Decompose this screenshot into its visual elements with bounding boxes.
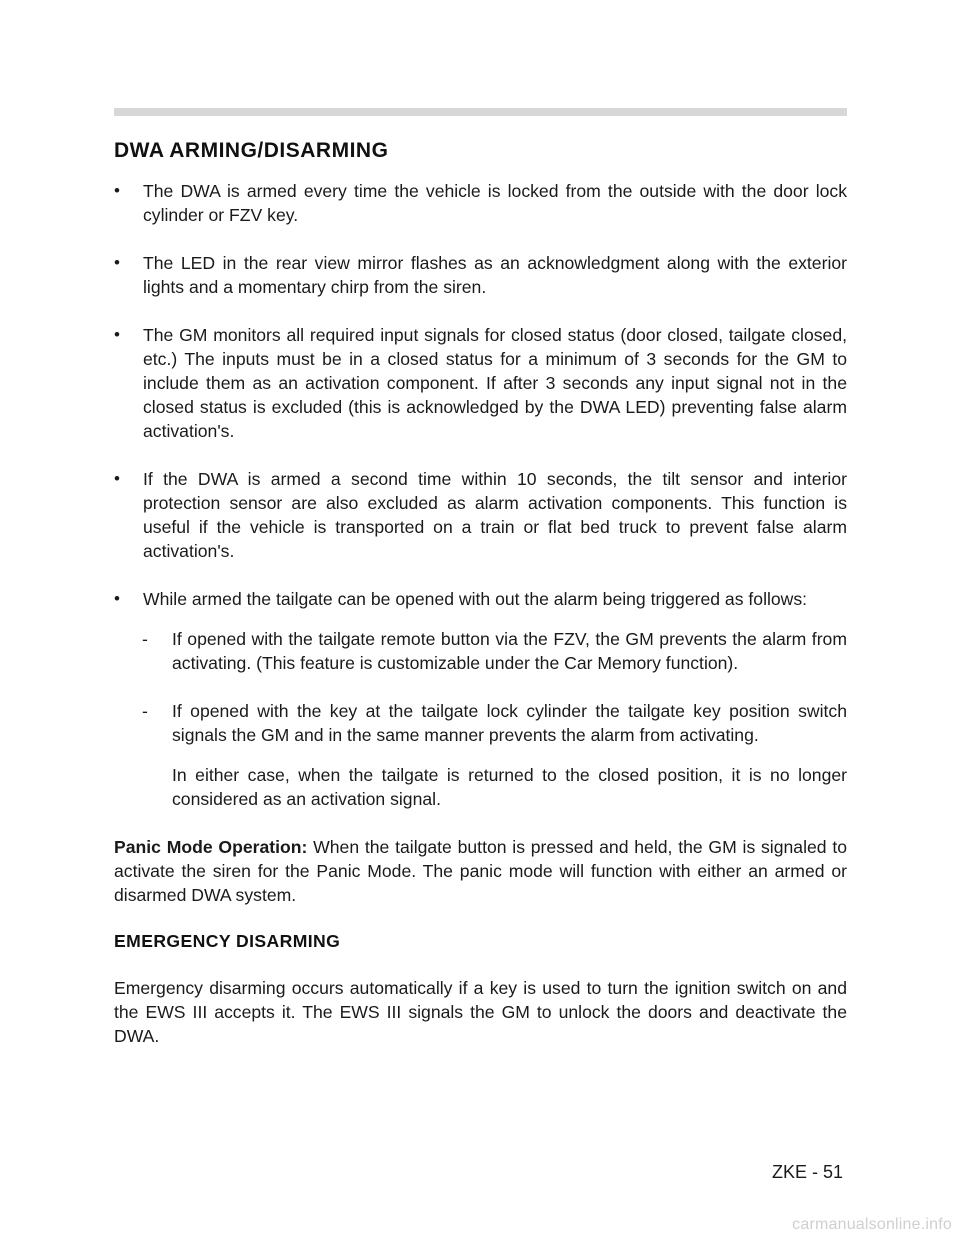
emergency-title: EMERGENCY DISARMING [114,931,341,951]
sub-note-text: In either case, when the tailgate is returned to the closed position, it is no longer considered as an activation signal. [172,765,847,809]
bullet-text: The GM monitors all required input signals for closed status (door closed, tailgate closed, etc.) The inputs must be in a closed status for a minimum of 3 seconds for the GM to include them as an activation component. If after 3 seconds any input signal not in the closed status is excluded (this is acknowledged by the DWA LED) preventing false alarm activation's. [143,325,847,441]
bullet-icon: • [114,253,120,272]
sub-item-text: If opened with the key at the tailgate lock cylinder the tailgate key position switch signals the GM and in the same manner prevents the alarm from activating. [172,701,847,745]
dash-icon: - [142,701,148,721]
dash-icon: - [142,629,148,649]
bullet-text: While armed the tailgate can be opened with out the alarm being triggered as follows: [143,589,808,609]
bullet-item [114,179,847,227]
bullet-text: The LED in the rear view mirror flashes as an acknowledgment along with the exterior lights and a momentary chirp from the siren. [143,253,847,297]
sub-item [114,627,847,675]
bullet-item [114,323,847,443]
bullet-item [114,587,847,611]
section-title: DWA ARMING/DISARMING [114,139,389,162]
sub-item-text: If opened with the tailgate remote button via the FZV, the GM prevents the alarm from activating. (This feature is customizable under the Car Memory function). [172,629,847,673]
bullet-item [114,251,847,299]
page-number: ZKE - 51 [771,1162,843,1182]
bullet-list [114,179,847,611]
panic-mode-label: Panic Mode Operation: [114,837,308,857]
watermark: carmanualsonline.info [792,1216,952,1233]
bullet-item [114,467,847,563]
bullet-icon: • [114,181,120,200]
bullet-text: If the DWA is armed a second time within 10 seconds, the tilt sensor and interior protection sensor are also excluded as alarm activation components. This function is useful if the vehicle is transported on a train or flat bed truck to prevent false alarm activation's. [143,469,847,561]
header-rule [114,108,847,116]
bullet-icon: • [114,325,120,344]
bullet-icon: • [114,469,120,488]
sub-note [114,763,847,811]
panic-mode-paragraph [114,835,847,907]
bullet-icon: • [114,589,120,608]
panic-mode-text: When the tailgate button is pressed and held, the GM is signaled to activate the siren for the Panic Mode. The panic mode will function with either an armed or disarmed DWA system. [114,837,847,905]
emergency-text: Emergency disarming occurs automatically if a key is used to turn the ignition switch on and the EWS III accepts it. The EWS III signals the GM to unlock the doors and deactivate the DWA. [114,978,847,1046]
sub-item [114,699,847,747]
sub-item-list [114,627,847,811]
bullet-text: The DWA is armed every time the vehicle is locked from the outside with the door lock cylinder or FZV key. [143,181,847,225]
page-content [114,139,847,1072]
